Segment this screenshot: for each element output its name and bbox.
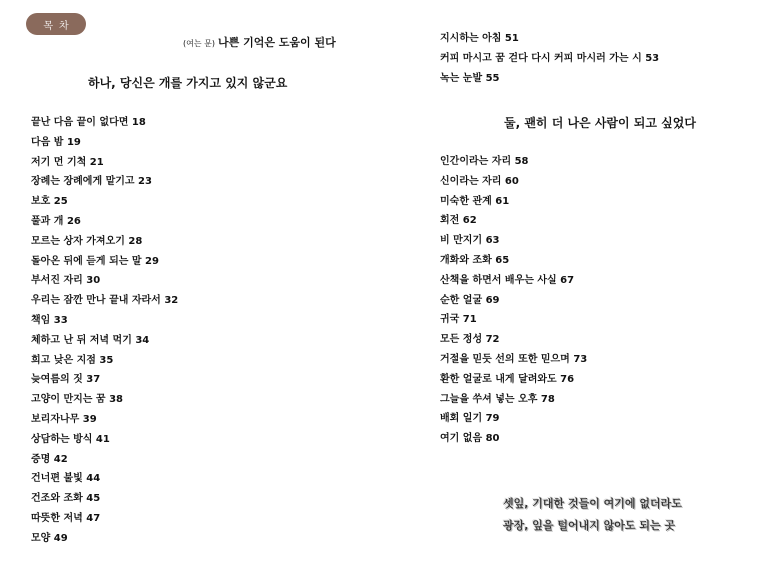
- toc-entry: 모든 정성 72: [440, 334, 500, 346]
- toc-entry: 부서진 자리 30: [31, 275, 101, 287]
- section2-title: 둘, 괜히 더 나은 사람이 되고 싶었다: [504, 116, 696, 130]
- toc-entry: 건조와 조화 45: [31, 493, 101, 505]
- toc-entry: 보호 25: [31, 196, 68, 208]
- toc-entry: 인간이라는 자리 58: [440, 156, 529, 167]
- toc-entry: 여기 없음 80: [440, 433, 500, 445]
- toc-entry: 저기 먼 기척 21: [31, 156, 104, 168]
- toc-entry: 미숙한 관계 61: [440, 195, 510, 207]
- toc-entry: 장례는 장례에게 맡기고 23: [31, 176, 152, 188]
- intro-title: 나쁜 기억은 도움이 된다: [217, 36, 336, 49]
- toc-entry: 순한 얼굴 69: [440, 294, 500, 306]
- toc-entry: 건너편 불빛 44: [31, 473, 101, 485]
- toc-entry: 따뜻한 저녁 47: [31, 512, 101, 524]
- intro-prefix: (여는 문): [183, 39, 215, 48]
- section1-title: 하나, 당신은 개를 가지고 있지 않군요: [88, 76, 288, 90]
- toc-entry: 모르는 상자 가져오기 28: [31, 235, 143, 247]
- intro-heading: [183, 34, 336, 50]
- toc-entry: 커피 마시고 꿈 걷다 다시 커피 마시러 가는 시 53: [440, 52, 660, 64]
- toc-entry: 돌아온 뒤에 듣게 되는 말 29: [31, 255, 159, 267]
- toc-entry: 풀과 개 26: [31, 215, 81, 227]
- footer-line-1: 셋잎, 기대한 것들이 여기에 없더라도: [503, 497, 682, 510]
- toc-entry: 모양 49: [31, 532, 68, 544]
- toc-entry: 개화와 조화 65: [440, 254, 510, 266]
- toc-entry: 신이라는 자리 60: [440, 175, 519, 187]
- toc-entry: 책임 33: [31, 314, 68, 326]
- toc-entry: 그늘을 쑤셔 넣는 오후 78: [440, 393, 555, 405]
- toc-entry: 희고 낮은 지점 35: [31, 354, 114, 366]
- toc-entry: 다음 밤 19: [31, 136, 81, 148]
- toc-entry: 배회 일기 79: [440, 413, 500, 425]
- footer-line-2: 광장, 잎을 털어내지 않아도 되는 곳: [503, 519, 676, 532]
- toc-entry: 산책을 하면서 배우는 사실 67: [440, 274, 575, 286]
- toc-entry: 고양이 만지는 꿈 38: [31, 394, 123, 406]
- toc-entry: 녹는 눈발 55: [440, 72, 500, 84]
- toc-entry: 환한 얼굴로 내게 달려와도 76: [440, 373, 575, 385]
- toc-entry: 우리는 잠깐 만나 끝내 자라서 32: [31, 295, 179, 307]
- toc-entry: 보리자나무 39: [31, 413, 97, 425]
- toc-entry: 지시하는 아침 51: [440, 33, 519, 44]
- toc-entry: 회전 62: [440, 215, 477, 227]
- toc-entry: 체하고 난 뒤 저녁 먹기 34: [31, 334, 150, 346]
- section2-list: [440, 152, 587, 449]
- section1-list: [31, 113, 178, 549]
- contents-badge: 목차: [26, 13, 86, 35]
- toc-entry: 비 만지기 63: [440, 235, 500, 247]
- toc-entry: 끝난 다음 끝이 없다면 18: [31, 117, 146, 128]
- toc-entry: 늦여름의 짓 37: [31, 374, 101, 386]
- toc-entry: 귀국 71: [440, 314, 477, 326]
- toc-entry: 상담하는 방식 41: [31, 433, 110, 445]
- toc-entry: 증명 42: [31, 453, 68, 465]
- section1-continued-list: [440, 29, 659, 88]
- toc-entry: 거절을 믿듯 선의 또한 믿으며 73: [440, 353, 588, 365]
